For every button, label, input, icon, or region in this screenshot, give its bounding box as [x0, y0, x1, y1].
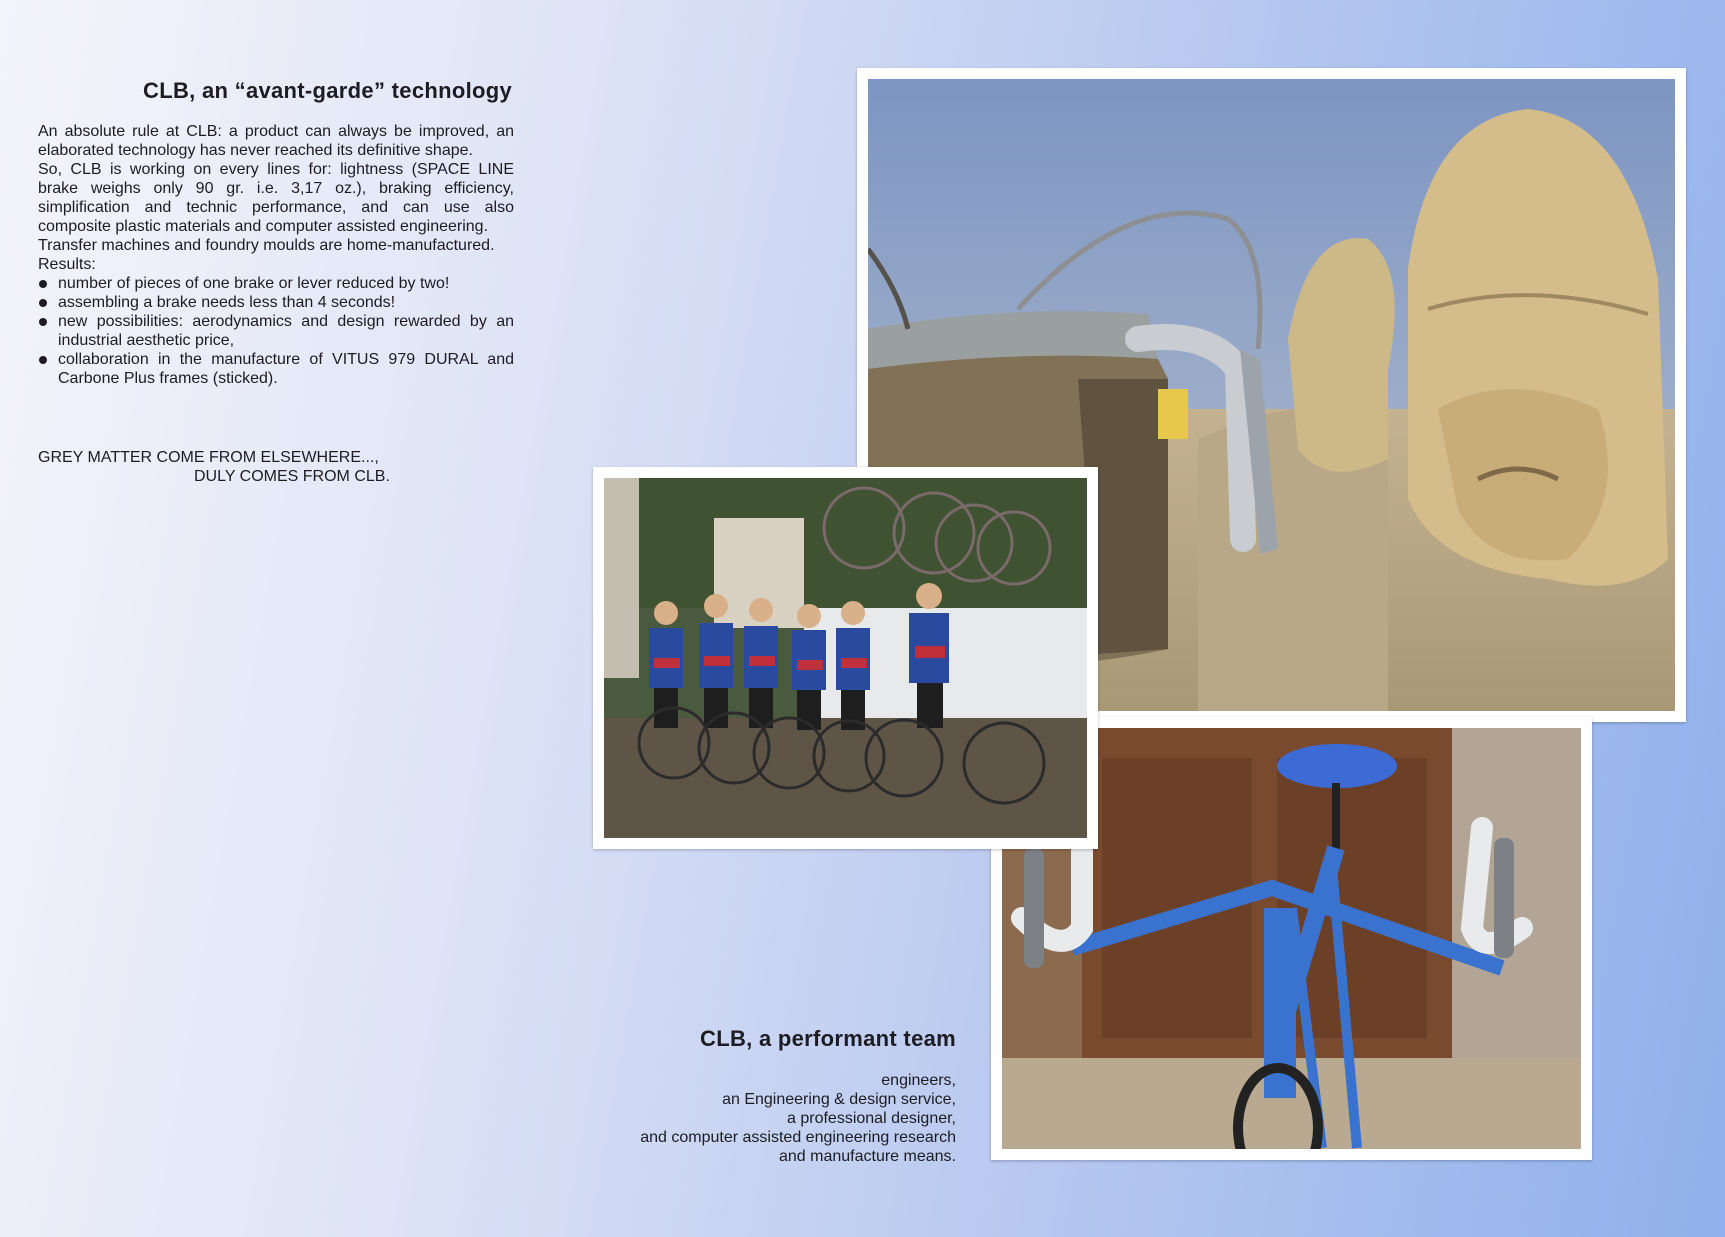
team-line: engineers,	[881, 1072, 956, 1089]
slogan-line: DULY COMES FROM CLB.	[194, 468, 390, 485]
section-title-team: CLB, a performant team	[700, 1026, 956, 1051]
paragraph: An absolute rule at CLB: a product can always be improved, an elaborated technology has never reached its definitive shape.	[38, 123, 514, 159]
paragraph: So, CLB is working on every lines for: lightness (SPACE LINE brake weighs only 90 gr. i.e. 3,17 oz.), braking efficiency, simplification and technic performance, and can use also composite plastic materials and computer assisted engineering.	[38, 161, 514, 235]
cycling-team-illustration	[604, 478, 1087, 838]
photo-cycling-team	[593, 467, 1098, 849]
paragraph: Transfer machines and foundry moulds are home-manufactured.	[38, 237, 495, 254]
results-list	[38, 274, 514, 388]
team-line: and computer assisted engineering research	[640, 1129, 956, 1146]
paragraph: Results:	[38, 256, 96, 273]
list-item: collaboration in the manufacture of VITUS 979 DURAL and Carbone Plus frames (sticked).	[38, 350, 514, 388]
intro-text	[38, 122, 514, 388]
team-line: an Engineering & design service,	[722, 1091, 956, 1108]
list-item: new possibilities: aerodynamics and design rewarded by an industrial aesthetic price,	[38, 312, 514, 350]
team-description	[560, 1071, 956, 1166]
list-item: assembling a brake needs less than 4 seconds!	[38, 293, 514, 312]
list-item: number of pieces of one brake or lever reduced by two!	[38, 274, 514, 293]
team-line: and manufacture means.	[779, 1148, 956, 1165]
section-title-technology: CLB, an “avant-garde” technology	[143, 78, 512, 103]
slogan-line: GREY MATTER COME FROM ELSEWHERE...,	[38, 449, 379, 466]
team-line: a professional designer,	[787, 1110, 956, 1127]
closing-slogan	[38, 448, 428, 486]
